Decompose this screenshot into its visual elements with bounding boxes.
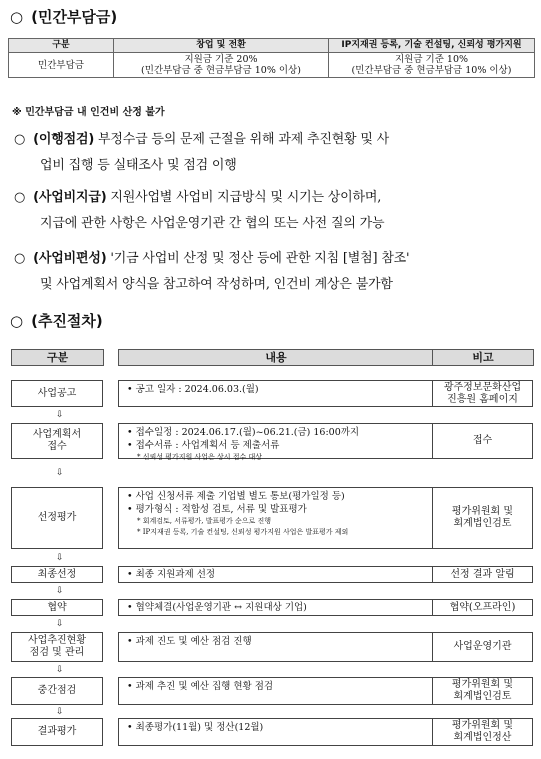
circle-bullet-icon: ○: [10, 312, 24, 330]
flow-stage-line: 결과평가: [37, 726, 77, 737]
flow-content-text: 공고 일자 : 2024.06.03.(월): [135, 384, 259, 395]
flow-stage-box: [11, 566, 103, 583]
table-header-cell: 구분: [9, 39, 114, 53]
flow-remark-box: [432, 599, 533, 616]
down-arrow-icon: ⇩: [56, 664, 64, 675]
flow-content-note: * 회계검토, 서류평가, 발표평가 순으로 진행: [137, 517, 272, 525]
flow-stage-label: [38, 726, 77, 738]
table-cell: [329, 53, 535, 78]
bullet-icon: •: [127, 440, 136, 451]
flow-content-item: [127, 503, 428, 516]
item-head: (사업비지급): [33, 190, 107, 205]
flow-remark-line: 사업운영기관: [453, 641, 512, 652]
flow-header-content: 내용: [118, 349, 434, 366]
cell-line: (민간부담금 중 현금부담금 10% 이상): [141, 65, 301, 76]
flow-content-text: 평가형식 : 적합성 검토, 서류 및 발표평가: [135, 504, 307, 515]
cell-line: 지원금 기준 20%: [184, 54, 258, 65]
bullet-icon: •: [127, 602, 136, 613]
flow-stage-line: 점검 및 관리: [29, 647, 85, 658]
flow-remark-label: [452, 720, 513, 744]
flow-content-text: 접수일정 : 2024.06.17.(월)~06.21.(금) 16:00까지: [135, 427, 360, 438]
flow-content-box: [118, 423, 433, 459]
flow-stage-line: 사업추진현황: [28, 635, 86, 646]
flow-remark-line: 평가위원회 및: [451, 679, 514, 690]
cell-line: (민간부담금 중 현금부담금 10% 이상): [351, 65, 512, 76]
circle-bullet-icon: ○: [10, 8, 24, 26]
flow-remark-line: 선정 결과 알림: [450, 568, 515, 580]
flow-stage-box: [11, 677, 103, 705]
flow-header-stage: 구분: [11, 349, 104, 366]
bullet-icon: •: [127, 491, 136, 502]
down-arrow-icon: ⇩: [56, 552, 64, 563]
circle-bullet-icon: ○: [14, 132, 26, 147]
item-inspection: [14, 127, 538, 179]
table-row: [9, 53, 535, 78]
bullet-icon: •: [127, 384, 136, 395]
flow-content-item: [127, 439, 428, 452]
item-line: 지급에 관한 사항은 사업운영기관 간 협의 또는 사전 질의 가능: [40, 216, 385, 231]
down-arrow-icon: ⇩: [56, 410, 64, 420]
flow-content-box: [118, 718, 433, 746]
table-cell: [114, 53, 329, 78]
flow-content-text: 사업 신청서류 제출 기업별 별도 통보(평가일정 등): [135, 491, 345, 502]
flow-content-note: * 신뢰성 평가지원 사업은 상시 접수 대상: [137, 453, 263, 461]
flow-stage-line: 사업공고: [37, 387, 77, 399]
flow-content-box: [118, 380, 433, 407]
down-arrow-icon: ⇩: [56, 706, 64, 717]
cell-line: 지원금 기준 10%: [394, 54, 469, 65]
flow-remark-label: [444, 382, 521, 406]
flow-stage-box: [11, 632, 103, 662]
circle-bullet-icon: ○: [14, 190, 26, 205]
flow-stage-box: [11, 718, 103, 746]
down-arrow-icon: ⇩: [56, 619, 64, 629]
flow-header-remark: 비고: [432, 349, 534, 366]
down-arrow-icon: ⇩: [56, 586, 64, 596]
flow-stage-label: [38, 512, 77, 524]
flow-content-text: 과제 진도 및 예산 점검 진행: [135, 636, 252, 647]
private-contribution-table: [8, 38, 535, 78]
section-title-private-contribution: [10, 6, 117, 27]
flow-content-item: [127, 601, 428, 614]
item-line: 지원사업별 사업비 지급방식 및 시기는 상이하며,: [110, 190, 382, 205]
flow-content-item: [127, 568, 428, 581]
section-title-text: (민간부담금): [31, 8, 118, 26]
flow-remark-box: [432, 566, 533, 583]
flow-stage-label: [38, 569, 77, 581]
flow-content-note: * IP지재권 등록, 기술 컨설팅, 신뢰성 평가지원 사업은 발표평가 제외: [137, 528, 349, 536]
flow-remark-line: 평가위원회 및: [451, 720, 514, 731]
flow-content-item: [127, 721, 428, 734]
flow-content-item: [127, 383, 428, 396]
flow-remark-label: [452, 679, 513, 703]
table-header-cell: 창업 및 전환: [114, 39, 329, 53]
bullet-icon: •: [127, 504, 136, 515]
flow-remark-line: 평가위원회 및: [451, 506, 514, 517]
item-line: '기금 사업비 산정 및 정산 등에 관한 지침 [별첨] 참조': [110, 251, 410, 266]
flow-content-box: [118, 677, 433, 705]
item-head: (이행점검): [33, 132, 95, 147]
flow-content-text: 최종 지원과제 선정: [135, 569, 216, 580]
flow-content-text: 접수서류 : 사업계획서 등 제출서류: [135, 440, 280, 451]
down-arrow-icon: ⇩: [56, 468, 64, 478]
flow-content-box: [118, 487, 433, 549]
flow-remark-box: [432, 677, 533, 705]
flow-remark-box: [432, 423, 533, 459]
table-cell-label: 민간부담금: [9, 53, 114, 78]
flow-content-item: [127, 680, 428, 693]
flow-remark-line: 회계법인검토: [453, 691, 512, 702]
flow-stage-line: 최종선정: [37, 568, 77, 580]
circle-bullet-icon: ○: [14, 251, 26, 266]
table-header-row: [9, 39, 535, 53]
flow-remark-box: [432, 632, 533, 662]
note-text: ※ 민간부담금 내 인건비 산정 불가: [12, 107, 165, 118]
section-title-text: (추진절차): [31, 312, 103, 330]
bullet-icon: •: [127, 636, 136, 647]
flow-remark-box: [432, 487, 533, 549]
flow-remark-label: [450, 602, 516, 614]
flow-stage-line: 접수: [47, 441, 67, 452]
section-title-procedure: [10, 310, 103, 331]
flow-remark-box: [432, 718, 533, 746]
flow-remark-label: [450, 569, 514, 581]
item-head: (사업비편성): [33, 251, 107, 266]
flow-content-text: 최종평가(11월) 및 정산(12월): [135, 722, 264, 733]
flow-remark-line: 접수: [472, 435, 493, 446]
flow-stage-line: 선정평가: [37, 512, 77, 523]
flow-remark-label: [454, 641, 512, 653]
flow-content-item: [127, 490, 428, 503]
flow-content-box: [118, 566, 433, 583]
bullet-icon: •: [127, 722, 136, 733]
flow-stage-label: [38, 388, 77, 400]
flow-stage-label: [38, 685, 77, 697]
flow-remark-line: 회계법인검토: [453, 518, 512, 529]
flow-content-box: [118, 599, 433, 616]
item-payment: [14, 185, 538, 237]
flow-stage-box: [11, 599, 103, 616]
flow-stage-line: 사업계획서: [32, 429, 82, 440]
flow-stage-label: [33, 429, 81, 453]
flow-stage-label: [28, 635, 86, 659]
item-line: 및 사업계획서 양식을 참고하여 작성하며, 인건비 계상은 불가함: [40, 277, 393, 292]
flow-remark-label: [473, 435, 492, 447]
flow-content-text: 협약체결(사업운영기관 ↔ 지원대상 기업): [135, 602, 307, 613]
item-budget: [14, 246, 538, 298]
flow-stage-box: [11, 380, 103, 407]
flow-remark-line: 진흥원 홈페이지: [447, 393, 518, 405]
flow-content-text: 과제 추진 및 예산 집행 현황 점검: [135, 681, 274, 692]
flow-stage-box: [11, 487, 103, 549]
flow-remark-line: 광주정보문화산업: [443, 381, 522, 393]
flow-remark-box: [432, 380, 533, 407]
flow-stage-line: 중간점검: [37, 685, 77, 696]
flow-remark-line: 회계법인정산: [453, 732, 512, 743]
item-line: 부정수급 등의 문제 근절을 위해 과제 추진현황 및 사: [98, 132, 389, 147]
item-line: 업비 집행 등 실태조사 및 점검 이행: [40, 158, 237, 173]
flow-remark-label: [452, 506, 513, 530]
flow-stage-line: 협약: [47, 601, 67, 613]
bullet-icon: •: [127, 681, 136, 692]
flow-content-item: [127, 635, 428, 648]
bullet-icon: •: [127, 427, 136, 438]
flow-content-item: [127, 426, 428, 439]
flow-content-box: [118, 632, 433, 662]
flow-stage-label: [47, 602, 66, 614]
bullet-icon: •: [127, 569, 136, 580]
flow-stage-box: [11, 423, 103, 459]
table-header-cell: IP지재권 등록, 기술 컨설팅, 신뢰성 평가지원: [329, 39, 535, 53]
flow-remark-line: 협약(오프라인): [449, 601, 516, 613]
